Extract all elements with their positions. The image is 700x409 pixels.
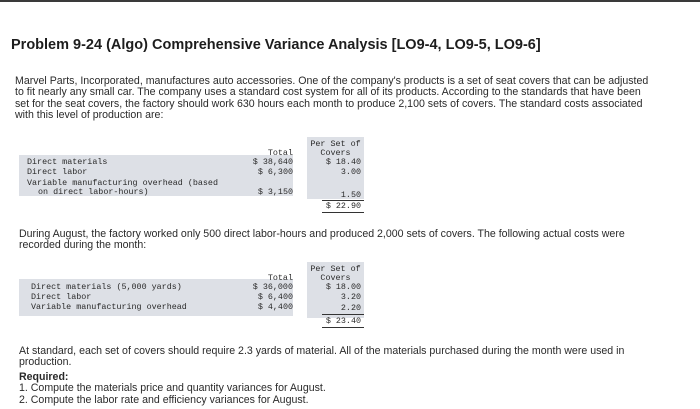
per-set-header: Per Set of (310, 264, 361, 274)
intro-line: to fit nearly any small car. The company uses a standard cost system for all of its products. According to the standards that have been (15, 86, 641, 99)
sum-underline (322, 314, 364, 315)
problem-title: Problem 9-24 (Algo) Comprehensive Variance Analysis [LO9-4, LO9-5, LO9-6] (11, 37, 541, 53)
required-section (19, 372, 326, 406)
row-total: $ 4,400 (257, 302, 293, 312)
row-label: Direct labor (27, 167, 88, 177)
row-per-set: 3.00 (340, 167, 361, 177)
double-underline (322, 212, 364, 213)
august-line: recorded during the month: (19, 239, 147, 252)
per-set-header: Per Set of (310, 139, 361, 149)
double-underline (322, 327, 364, 328)
row-per-set: $ 18.00 (325, 282, 361, 292)
august-paragraph (19, 229, 625, 252)
required-item: 1. Compute the materials price and quantity variances for August. (19, 382, 326, 395)
standard-material-paragraph (19, 346, 624, 369)
row-per-set: 1.50 (340, 190, 361, 200)
standard-cost-table (19, 137, 364, 215)
row-per-set: 2.20 (340, 303, 361, 313)
per-set-header: Covers (320, 148, 351, 158)
standard-line: production. (19, 356, 72, 369)
row-label: Direct materials (27, 157, 108, 167)
row-total: $ 36,000 (252, 282, 293, 292)
row-per-set: $ 18.40 (325, 157, 361, 167)
intro-line: set for the seat covers, the factory should work 630 hours each month to produce 2,100 sets of covers. The standard costs associated (15, 97, 643, 110)
total-header: Total (267, 273, 293, 283)
row-total: $ 6,300 (257, 167, 293, 177)
row-label: Variable manufacturing overhead (based (27, 178, 218, 188)
actual-cost-table (19, 262, 364, 332)
august-line: During August, the factory worked only 500 direct labor-hours and produced 2,000 sets of covers. The following actual costs were (19, 228, 625, 240)
row-total: $ 3,150 (257, 187, 293, 197)
row-total: $ 38,640 (252, 157, 293, 167)
row-label-continued: on direct labor-hours) (38, 187, 149, 197)
per-set-header: Covers (320, 273, 351, 283)
intro-line: with this level of production are: (15, 108, 164, 121)
row-label: Variable manufacturing overhead (31, 302, 187, 312)
total-header: Total (267, 148, 293, 158)
row-per-set: 3.20 (340, 292, 361, 302)
intro-line: Marvel Parts, Incorporated, manufactures auto accessories. One of the company's products is a set of seat covers that can be adjusted (15, 75, 649, 87)
required-heading: Required: (19, 371, 69, 383)
row-label: Direct labor (31, 292, 92, 302)
intro-paragraph (15, 76, 648, 121)
row-total: $ 6,400 (257, 292, 293, 302)
top-divider (0, 0, 700, 2)
standard-line: At standard, each set of covers should require 2.3 yards of material. All of the materials purchased during the month were used in (19, 345, 625, 357)
per-set-total: $ 22.90 (325, 201, 361, 211)
row-label: Direct materials (5,000 yards) (31, 282, 182, 292)
per-set-total: $ 23.40 (325, 316, 361, 326)
required-item: 2. Compute the labor rate and efficiency variances for August. (19, 393, 309, 406)
